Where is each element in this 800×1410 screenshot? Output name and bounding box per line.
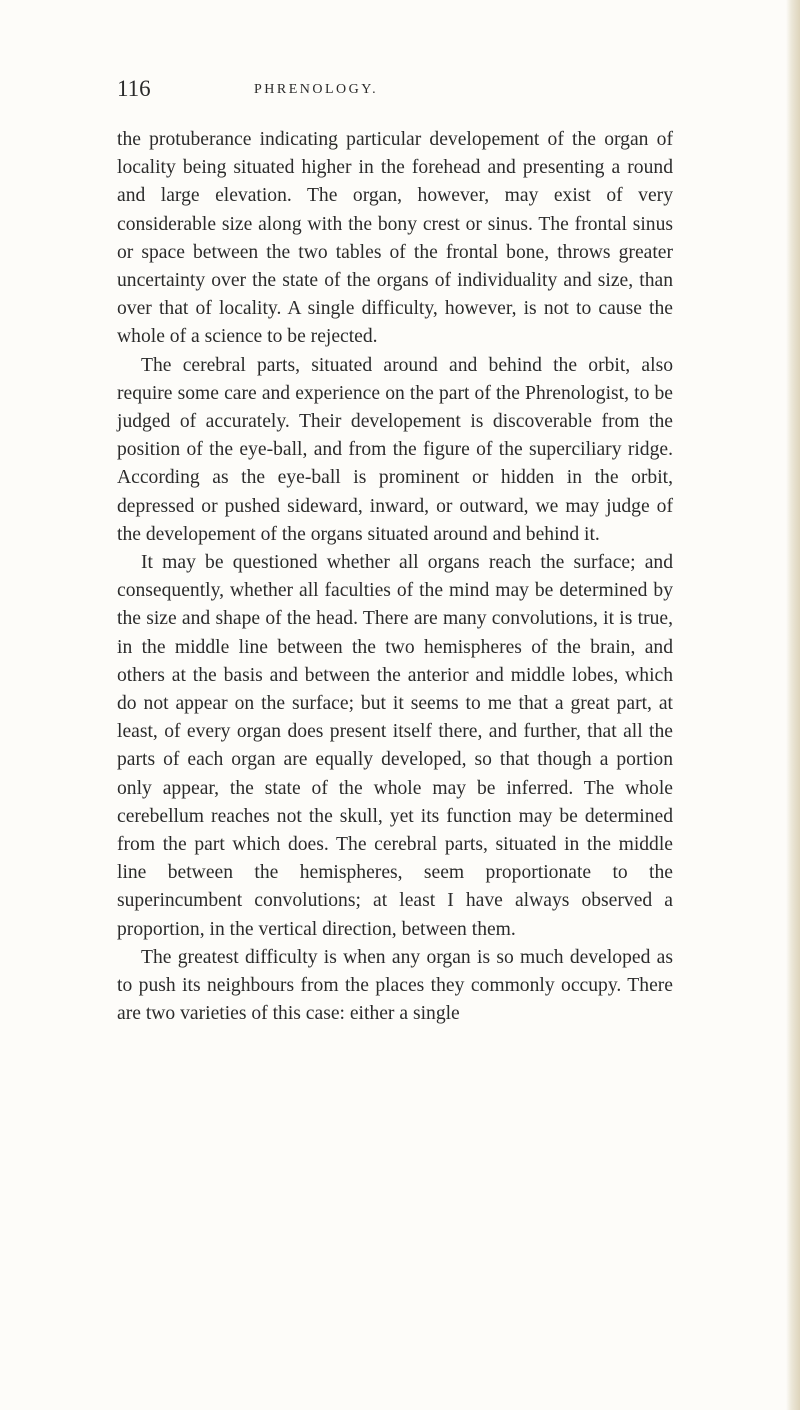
running-head: PHRENOLOGY.: [254, 82, 379, 97]
body-text: [117, 126, 673, 1029]
page-number: 116: [117, 76, 151, 101]
paragraph-4: The greatest difficulty is when any organ is so much developed as to push its neighbours from the places they commonly occupy. There are two varieties of this case: either a single: [117, 946, 673, 1025]
page-edge-shadow: [786, 0, 800, 1410]
paragraph-3: It may be questioned whether all organs reach the surface; and consequently, whether all faculties of the mind may be determined by the size and shape of the head. There are many convolutions, it is true, in the middle line between the two hemispheres of the brain, and others at the basis and between the anterior and middle lobes, which do not appear on the surface; but it seems to me that a great part, at least, of every organ does present itself there, and further, that all the parts of each organ are equally developed, so that though a portion only appear, the state of the whole may be inferred. The whole cerebellum reaches not the skull, yet its function may be determined from the part which does. The cerebral parts, situated in the middle line between the hemispheres, seem proportionate to the superincumbent convolutions; at least I have always observed a proportion, in the vertical direction, between them.: [117, 552, 673, 940]
page-header: [117, 76, 673, 116]
paragraph-2: The cerebral parts, situated around and behind the orbit, also require some care and experience on the part of the Phrenologist, to be judged of accurately. Their developement is discoverable from the position of the eye-ball, and from the figure of the superciliary ridge. According as the eye-ball is prominent or hidden in the orbit, depressed or pushed sideward, inward, or outward, we may judge of the developement of the organs situated around and behind it.: [117, 354, 673, 545]
paragraph-1: the protuberance indicating particular developement of the organ of locality being situated higher in the forehead and presenting a round and large elevation. The organ, however, may exist of very considerable size along with the bony crest or sinus. The frontal sinus or space between the two tables of the frontal bone, throws greater uncertainty over the state of the organs of individuality and size, than over that of locality. A single difficulty, however, is not to cause the whole of a science to be rejected.: [117, 129, 673, 348]
